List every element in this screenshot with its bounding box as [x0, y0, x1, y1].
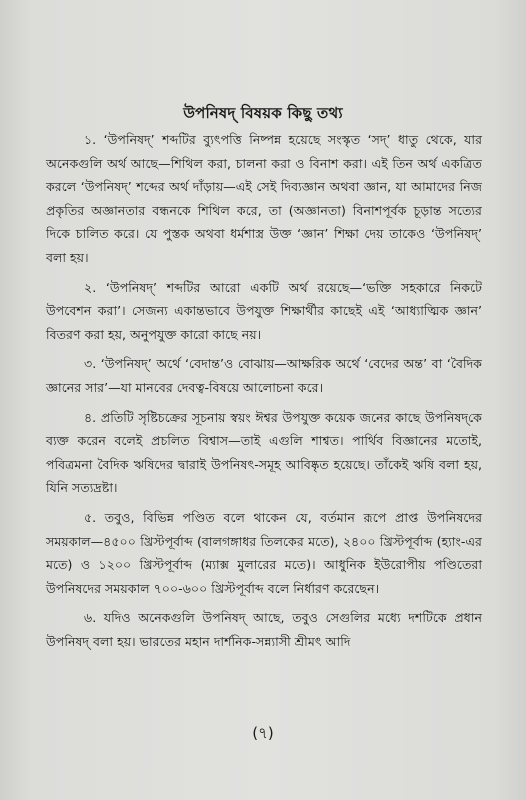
paragraph-5: ৫. তবুও, বিভিন্ন পণ্ডিত বলে থাকেন যে, বর্তমান রূপে প্রাপ্ত উপনিষদের সময়কাল—৪৫০০ খ্রিস্টপূর্বাব্দ (বালগঙ্গাধর তিলকের মতে), ২৪০০ খ্রিস্টপূর্বাব্দ (হ্যাং-এর মতে) ও ১২০০ খ্রিস্টপূর্বাব্দ (ম্যাক্স মুলারের মতে)। আধুনিক ইউরোপীয় পণ্ডিতেরা উপনিষদের সময়কাল ৭০০-৬০০ খ্রিস্টপূর্বাব্দ বলে নির্ধারণ করেছেন। — [46, 509, 482, 596]
paragraph-4: ৪. প্রতিটি সৃষ্টিচক্রের সূচনায় স্বয়ং ঈশ্বর উপযুক্ত কয়েক জনের কাছে উপনিষদ্‌কে ব্যক্ত করেন বলেই প্রচলিত বিশ্বাস—তাই এগুলি শাশ্বত। পার্থিব বিজ্ঞানের মতোই, পবিত্রমনা বৈদিক ঋষিদের দ্বারাই উপনিষৎ-সমূহ আবিষ্কৃত হয়েছে। তাঁকেই ঋষি বলা হয়, যিনি সত্যদ্রষ্টা। — [46, 409, 482, 496]
paragraph-3: ৩. ‘উপনিষদ্’ অর্থে ‘বেদান্ত’ও বোঝায়—আক্ষরিক অর্থে ‘বেদের অন্ত’ বা ‘বৈদিক জ্ঞানের সার’—যা মানবের দেবত্ব-বিষয়ে আলোচনা করে। — [46, 356, 482, 395]
paragraph-1: ১. ‘উপনিষদ্’ শব্দটির ব্যুৎপত্তি নিষ্পন্ন হয়েছে সংস্কৃত ‘সদ্’ ধাতু থেকে, যার অনেকগুলি অর্থ আছে—শিথিল করা, চালনা করা ও বিনাশ করা। এই তিন অর্থ একত্রিত করলে ‘উপনিষদ্’ শব্দের অর্থ দাঁড়ায়—এই সেই দিব্যজ্ঞান অথবা জ্ঞান, যা আমাদের নিজ প্রকৃতির অজ্ঞানতার বন্ধনকে শিথিল করে, তা (অজ্ঞানতা) বিনাশপূর্বক চূড়ান্ত সত্যের দিকে চালিত করে। যে পুস্তক অথবা ধর্মশাস্ত্র উক্ত ‘জ্ঞান’ শিক্ষা দেয় তাকেও ‘উপনিষদ্’ বলা হয়। — [46, 132, 482, 265]
page-title: উপনিষদ্ বিষয়ক কিছু তথ্য — [183, 104, 343, 123]
paragraph-2: ২. ‘উপনিষদ্’ শব্দটির আরো একটি অর্থ রয়েছে—‘ভক্তি সহকারে নিকটে উপবেশন করা’। সেজন্য একান্তভাবে উপযুক্ত শিক্ষার্থীর কাছেই এই ‘আধ্যাত্মিক জ্ঞান’ বিতরণ করা হয়, অনুপযুক্ত কারো কাছে নয়। — [46, 279, 482, 342]
page-number: (৭) — [252, 724, 274, 742]
body-text — [46, 128, 482, 659]
paragraph-6: ৬. যদিও অনেকগুলি উপনিষদ্ আছে, তবুও সেগুলির মধ্যে দশটিকে প্রধান উপনিষদ্ বলা হয়। ভারতের মহান দার্শনিক-সন্ন্যাসী শ্রীমৎ আদি — [46, 610, 482, 649]
